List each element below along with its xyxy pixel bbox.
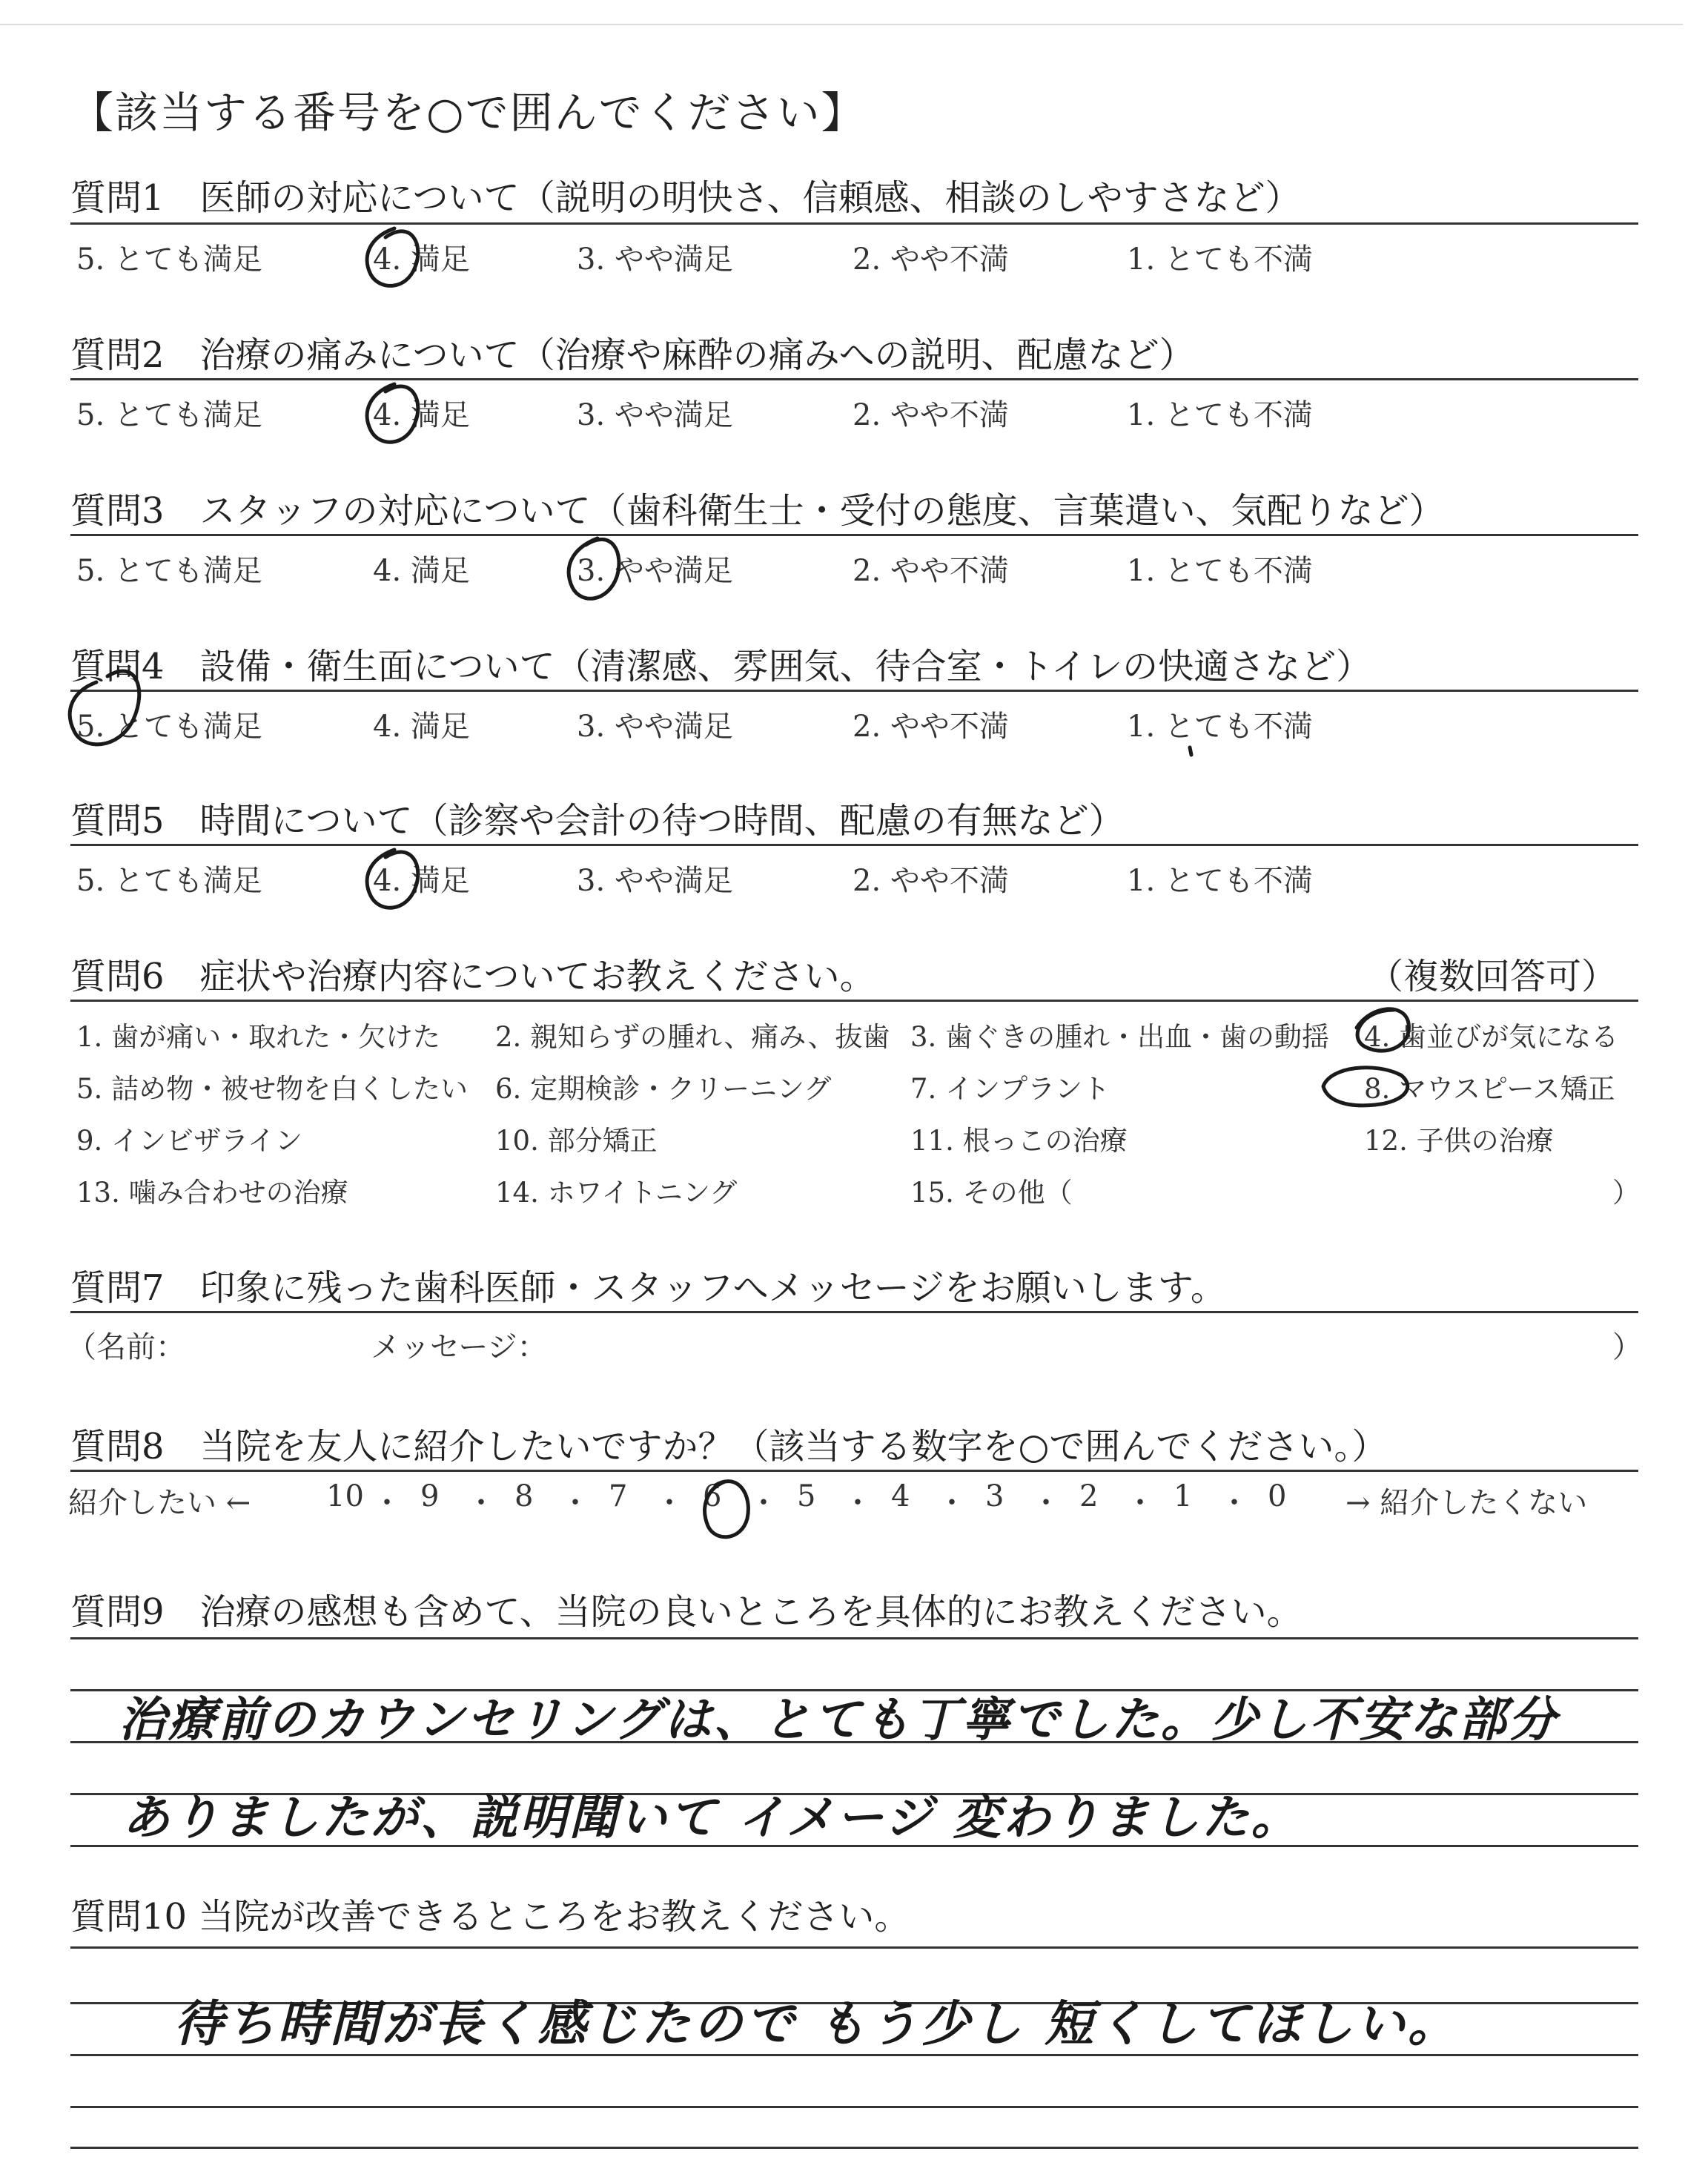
rating-option-1[interactable]: 1. とても不満: [1127, 554, 1313, 588]
scale-separator: ・: [749, 1486, 778, 1520]
scale-separator: ・: [560, 1486, 590, 1520]
rating-option-4[interactable]: 4. 満足: [373, 710, 470, 744]
scale-separator: ・: [655, 1486, 684, 1520]
rating-option-1[interactable]: 1. とても不満: [1127, 864, 1313, 898]
symptom-option-2[interactable]: 2. 親知らずの腫れ、痛み、抜歯: [495, 1021, 890, 1053]
rating-option-2[interactable]: 2. やや不満: [853, 398, 1009, 432]
selection-circle: [569, 538, 619, 598]
rating-option-2[interactable]: 2. やや不満: [853, 554, 1009, 588]
symptom-option-9[interactable]: 9. インビザライン: [76, 1125, 302, 1157]
symptom-option-10[interactable]: 10. 部分矯正: [495, 1125, 658, 1157]
scale-value[interactable]: 6: [703, 1479, 722, 1513]
rating-option-5[interactable]: 5. とても満足: [76, 710, 262, 744]
symptom-option-8[interactable]: 8. マウスピース矯正: [1364, 1073, 1615, 1105]
message-close-paren: ）: [1612, 1330, 1642, 1364]
question-7-title: 質問7 印象に残った歯科医師・スタッフへメッセージをお願いします。: [70, 1267, 1226, 1309]
scale-separator: ・: [1031, 1486, 1061, 1520]
scale-value[interactable]: 3: [985, 1479, 1004, 1513]
rating-option-3[interactable]: 3. やや満足: [577, 710, 733, 744]
form-title: 【該当する番号を○で囲んでください】: [70, 87, 866, 138]
question-4-title: 質問4 設備・衛生面について（清潔感、雰囲気、待合室・トイレの快適さなど）: [70, 646, 1372, 687]
symptom-option-15[interactable]: 15. その他（: [910, 1177, 1073, 1209]
selection-circle: [1323, 1068, 1408, 1106]
rating-option-1[interactable]: 1. とても不満: [1127, 710, 1313, 744]
recommend-left-label: 紹介したい ←: [68, 1486, 251, 1520]
rating-option-4[interactable]: 4. 満足: [373, 398, 470, 432]
rating-option-3[interactable]: 3. やや満足: [577, 554, 733, 588]
rating-option-4[interactable]: 4. 満足: [373, 864, 470, 898]
scale-value[interactable]: 1: [1174, 1479, 1193, 1513]
scale-separator: ・: [843, 1486, 873, 1520]
rating-option-3[interactable]: 3. やや満足: [577, 242, 733, 277]
rating-option-1[interactable]: 1. とても不満: [1127, 398, 1313, 432]
selection-circle: [70, 671, 139, 744]
rating-option-4[interactable]: 4. 満足: [373, 242, 470, 277]
symptom-option-14[interactable]: 14. ホワイトニング: [495, 1177, 738, 1209]
question-2-title: 質問2 治療の痛みについて（治療や麻酔の痛みへの説明、配慮など）: [70, 334, 1195, 376]
rating-option-3[interactable]: 3. やや満足: [577, 398, 733, 432]
scale-value[interactable]: 9: [420, 1479, 440, 1513]
question-8-title: 質問8 当院を友人に紹介したいですか？（該当する数字を○で囲んでください。）: [70, 1426, 1388, 1467]
symptom-option-6[interactable]: 6. 定期検診・クリーニング: [495, 1073, 832, 1105]
rating-option-1[interactable]: 1. とても不満: [1127, 242, 1313, 277]
name-label: （名前：: [67, 1330, 185, 1364]
selection-circle: [367, 850, 418, 908]
scale-separator: ・: [466, 1486, 496, 1520]
symptom-option-13[interactable]: 13. 噛み合わせの治療: [76, 1177, 348, 1209]
symptom-option-11[interactable]: 11. 根っこの治療: [910, 1125, 1128, 1157]
symptom-option-5[interactable]: 5. 詰め物・被せ物を白くしたい: [76, 1073, 469, 1105]
selection-circle: [367, 384, 418, 442]
rating-option-3[interactable]: 3. やや満足: [577, 864, 733, 898]
question-1-title: 質問1 医師の対応について（説明の明快さ、信頼感、相談のしやすさなど）: [70, 177, 1301, 219]
scale-separator: ・: [1219, 1486, 1249, 1520]
pen-dot: [1190, 747, 1191, 755]
selection-circle: [1357, 1009, 1409, 1051]
scale-value[interactable]: 0: [1268, 1479, 1287, 1513]
selection-circle: [705, 1482, 749, 1537]
message-label: メッセージ：: [371, 1330, 547, 1364]
scale-value[interactable]: 7: [609, 1479, 628, 1513]
handwritten-answer-line-3: 待ち時間が長く感じたので もう少し 短くしてほしい。: [174, 1995, 1460, 2052]
question-6-note: （複数回答可）: [1368, 956, 1618, 997]
symptom-option-4[interactable]: 4. 歯並びが気になる: [1364, 1021, 1619, 1053]
scale-separator: ・: [1125, 1486, 1155, 1520]
selection-circle: [367, 228, 418, 285]
question-5-title: 質問5 時間について（診察や会計の待つ時間、配慮の有無など）: [70, 800, 1125, 842]
question-9-title: 質問9 治療の感想も含めて、当院の良いところを具体的にお教えください。: [70, 1591, 1302, 1633]
symptom-option-1[interactable]: 1. 歯が痛い・取れた・欠けた: [76, 1021, 441, 1053]
rating-option-5[interactable]: 5. とても満足: [76, 242, 262, 277]
rating-option-5[interactable]: 5. とても満足: [76, 864, 262, 898]
handwritten-answer-line-1: 治療前のカウンセリングは、とても丁寧でした。少し不安な部分: [119, 1693, 1558, 1748]
rating-option-5[interactable]: 5. とても満足: [76, 554, 262, 588]
rating-option-2[interactable]: 2. やや不満: [853, 242, 1009, 277]
recommend-right-label: → 紹介したくない: [1345, 1486, 1588, 1520]
scale-value[interactable]: 5: [797, 1479, 816, 1513]
question-10-title: 質問10 当院が改善できるところをお教えください。: [70, 1896, 910, 1938]
scale-separator: ・: [937, 1486, 967, 1520]
question-3-title: 質問3 スタッフの対応について（歯科衛生士・受付の態度、言葉遣い、気配りなど）: [70, 490, 1445, 532]
symptom-option-12[interactable]: 12. 子供の治療: [1364, 1125, 1554, 1157]
rating-option-5[interactable]: 5. とても満足: [76, 398, 262, 432]
handwritten-answer-line-2: ありましたが、説明聞いて イメージ 変わりました。: [122, 1791, 1301, 1846]
rating-option-4[interactable]: 4. 満足: [373, 554, 470, 588]
scale-value[interactable]: 10: [326, 1479, 364, 1513]
scale-separator: ・: [372, 1486, 402, 1520]
rating-option-2[interactable]: 2. やや不満: [853, 710, 1009, 744]
symptom-option-3[interactable]: 3. 歯ぐきの腫れ・出血・歯の動揺: [910, 1021, 1330, 1053]
question-6-title: 質問6 症状や治療内容についてお教えください。: [70, 956, 875, 997]
other-close-paren: ）: [1612, 1177, 1640, 1209]
scale-value[interactable]: 8: [514, 1479, 534, 1513]
scale-value[interactable]: 2: [1079, 1479, 1099, 1513]
scale-value[interactable]: 4: [891, 1479, 910, 1513]
rating-option-2[interactable]: 2. やや不満: [853, 864, 1009, 898]
symptom-option-7[interactable]: 7. インプラント: [910, 1073, 1110, 1105]
